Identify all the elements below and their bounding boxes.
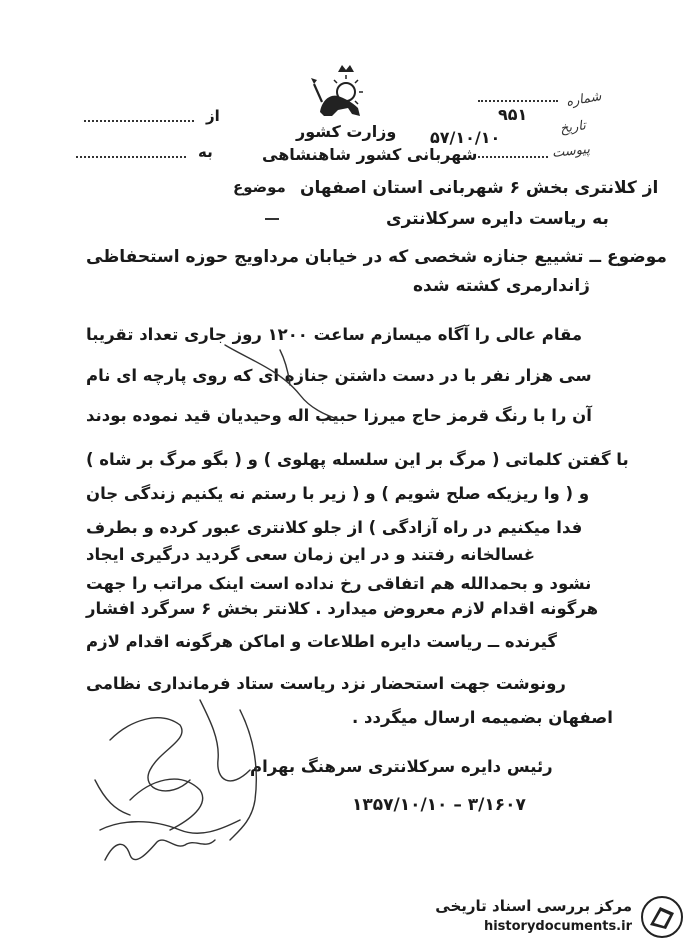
subject-label: موضوع xyxy=(233,178,286,196)
body-line: فدا میکنیم در راه آزادگی ) از جلو کلانتری عبور کرده و بطرف xyxy=(86,518,583,537)
body-line: آن را با رنگ قرمز حاج میرزا حبیب اله وحیدیان قید نموده بودند xyxy=(86,406,592,425)
date-value: ۵۷/۱۰/۱۰ xyxy=(430,128,501,147)
from-label: از xyxy=(206,107,220,125)
to-line: به ریاست دایره سرکلانتری xyxy=(386,209,609,229)
body-line: مقام عالی را آگاه میسازم ساعت ۱۲۰۰ روز جاری تعداد تقریبا xyxy=(86,325,583,344)
dash-mark xyxy=(265,218,279,220)
archive-org-name: مرکز بررسی اسناد تاریخی xyxy=(435,897,632,915)
body-line: با گفتن کلماتی ( مرگ بر این سلسله پهلوی ) و ( بگو مرگ بر شاه ) xyxy=(86,450,629,469)
body-line: غسالخانه رفتند و در این زمان سعی گردید درگیری ایجاد xyxy=(86,545,536,564)
police-department-title: شهربانی کشور شاهنشاهی xyxy=(262,145,478,164)
number-label: شماره xyxy=(564,89,603,110)
date-label: تاریخ xyxy=(559,118,587,137)
body-line: نشود و بحمدالله هم اتفاقی رخ نداده است اینک مراتب را جهت xyxy=(86,574,592,593)
to-field-dots xyxy=(76,156,186,158)
copy-line: اصفهان بضمیمه ارسال میگردد . xyxy=(352,708,613,727)
ministry-title: وزارت کشور xyxy=(296,122,397,141)
reference-number: ۱۳۵۷/۱۰/۱۰ – ۳/۱۶۰۷ xyxy=(352,795,526,815)
attachment-field-dots xyxy=(478,156,548,158)
attachment-label: پیوست xyxy=(551,142,591,161)
number-field-dots xyxy=(478,100,558,102)
subject-line-2: ژاندارمری کشته شده xyxy=(413,276,590,296)
from-line: از کلانتری بخش ۶ شهربانی استان اصفهان xyxy=(300,178,659,198)
body-line: گیرنده ــ ریاست دایره اطلاعات و اماکن هرگونه اقدام لازم xyxy=(86,632,557,651)
to-label: به xyxy=(198,143,213,161)
archive-logo-icon xyxy=(640,895,684,939)
subject-line-1: موضوع ــ تشییع جنازه شخصی که در خیابان مرداویج حوزه استحفاظی xyxy=(86,247,667,267)
handwritten-underline-icon xyxy=(220,340,350,430)
body-line: هرگونه اقدام لازم معروض میدارد . کلانتر بخش ۶ سرگرد افشار xyxy=(86,599,599,618)
archive-watermark xyxy=(402,891,692,943)
handwritten-note-icon xyxy=(95,820,225,880)
copy-line: رونوشت جهت استحضار نزد ریاست ستاد فرمانداری نظامی xyxy=(86,674,566,693)
archive-site-url: historydocuments.ir xyxy=(483,919,632,934)
body-line: و ( وا ریزیکه صلح شویم ) و ( زیر با رستم نه یکنیم زندگی جان xyxy=(86,484,590,503)
signature-title: رئیس دایره سرکلانتری سرهنگ بهرام xyxy=(250,757,553,776)
lion-and-sun-emblem-icon xyxy=(308,62,378,122)
from-field-dots xyxy=(84,120,194,122)
body-line: سی هزار نفر با در دست داشتن جنازه ای که روی پارچه ای نام xyxy=(86,366,592,385)
number-value: ۹۵۱ xyxy=(498,105,528,124)
